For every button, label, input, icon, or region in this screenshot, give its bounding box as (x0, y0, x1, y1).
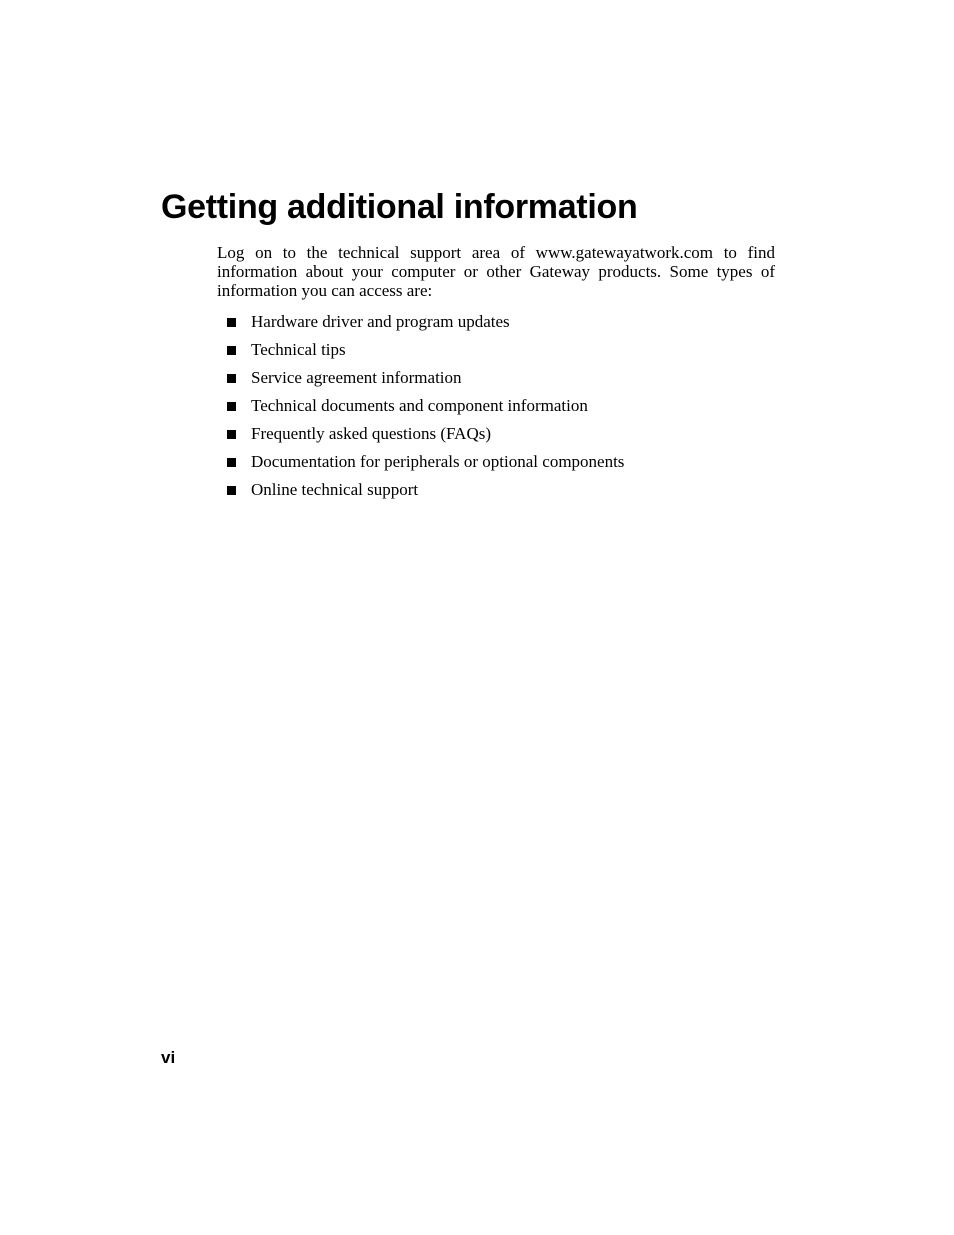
square-bullet-icon (227, 318, 236, 327)
square-bullet-icon (227, 346, 236, 355)
list-item (227, 340, 624, 368)
square-bullet-icon (227, 402, 236, 411)
list-item-text: Technical tips (251, 340, 346, 359)
list-item-text: Service agreement information (251, 368, 462, 387)
info-types-list (227, 312, 624, 508)
list-item (227, 424, 624, 452)
list-item-text: Hardware driver and program updates (251, 312, 510, 331)
list-item (227, 396, 624, 424)
square-bullet-icon (227, 458, 236, 467)
square-bullet-icon (227, 430, 236, 439)
list-item (227, 480, 624, 508)
list-item (227, 312, 624, 340)
page-title: Getting additional information (161, 188, 638, 226)
page-number: vi (161, 1048, 176, 1067)
square-bullet-icon (227, 486, 236, 495)
list-item (227, 368, 624, 396)
square-bullet-icon (227, 374, 236, 383)
list-item-text: Online technical support (251, 480, 419, 499)
list-item-text: Frequently asked questions (FAQs) (251, 424, 492, 443)
list-item-text: Technical documents and component information (251, 396, 588, 415)
list-item (227, 452, 624, 480)
list-item-text: Documentation for peripherals or optional components (251, 452, 625, 471)
intro-paragraph: Log on to the technical support area of www.gatewayatwork.com to find information about your computer or other Gateway products. Some types of information you can access are: (217, 243, 775, 300)
